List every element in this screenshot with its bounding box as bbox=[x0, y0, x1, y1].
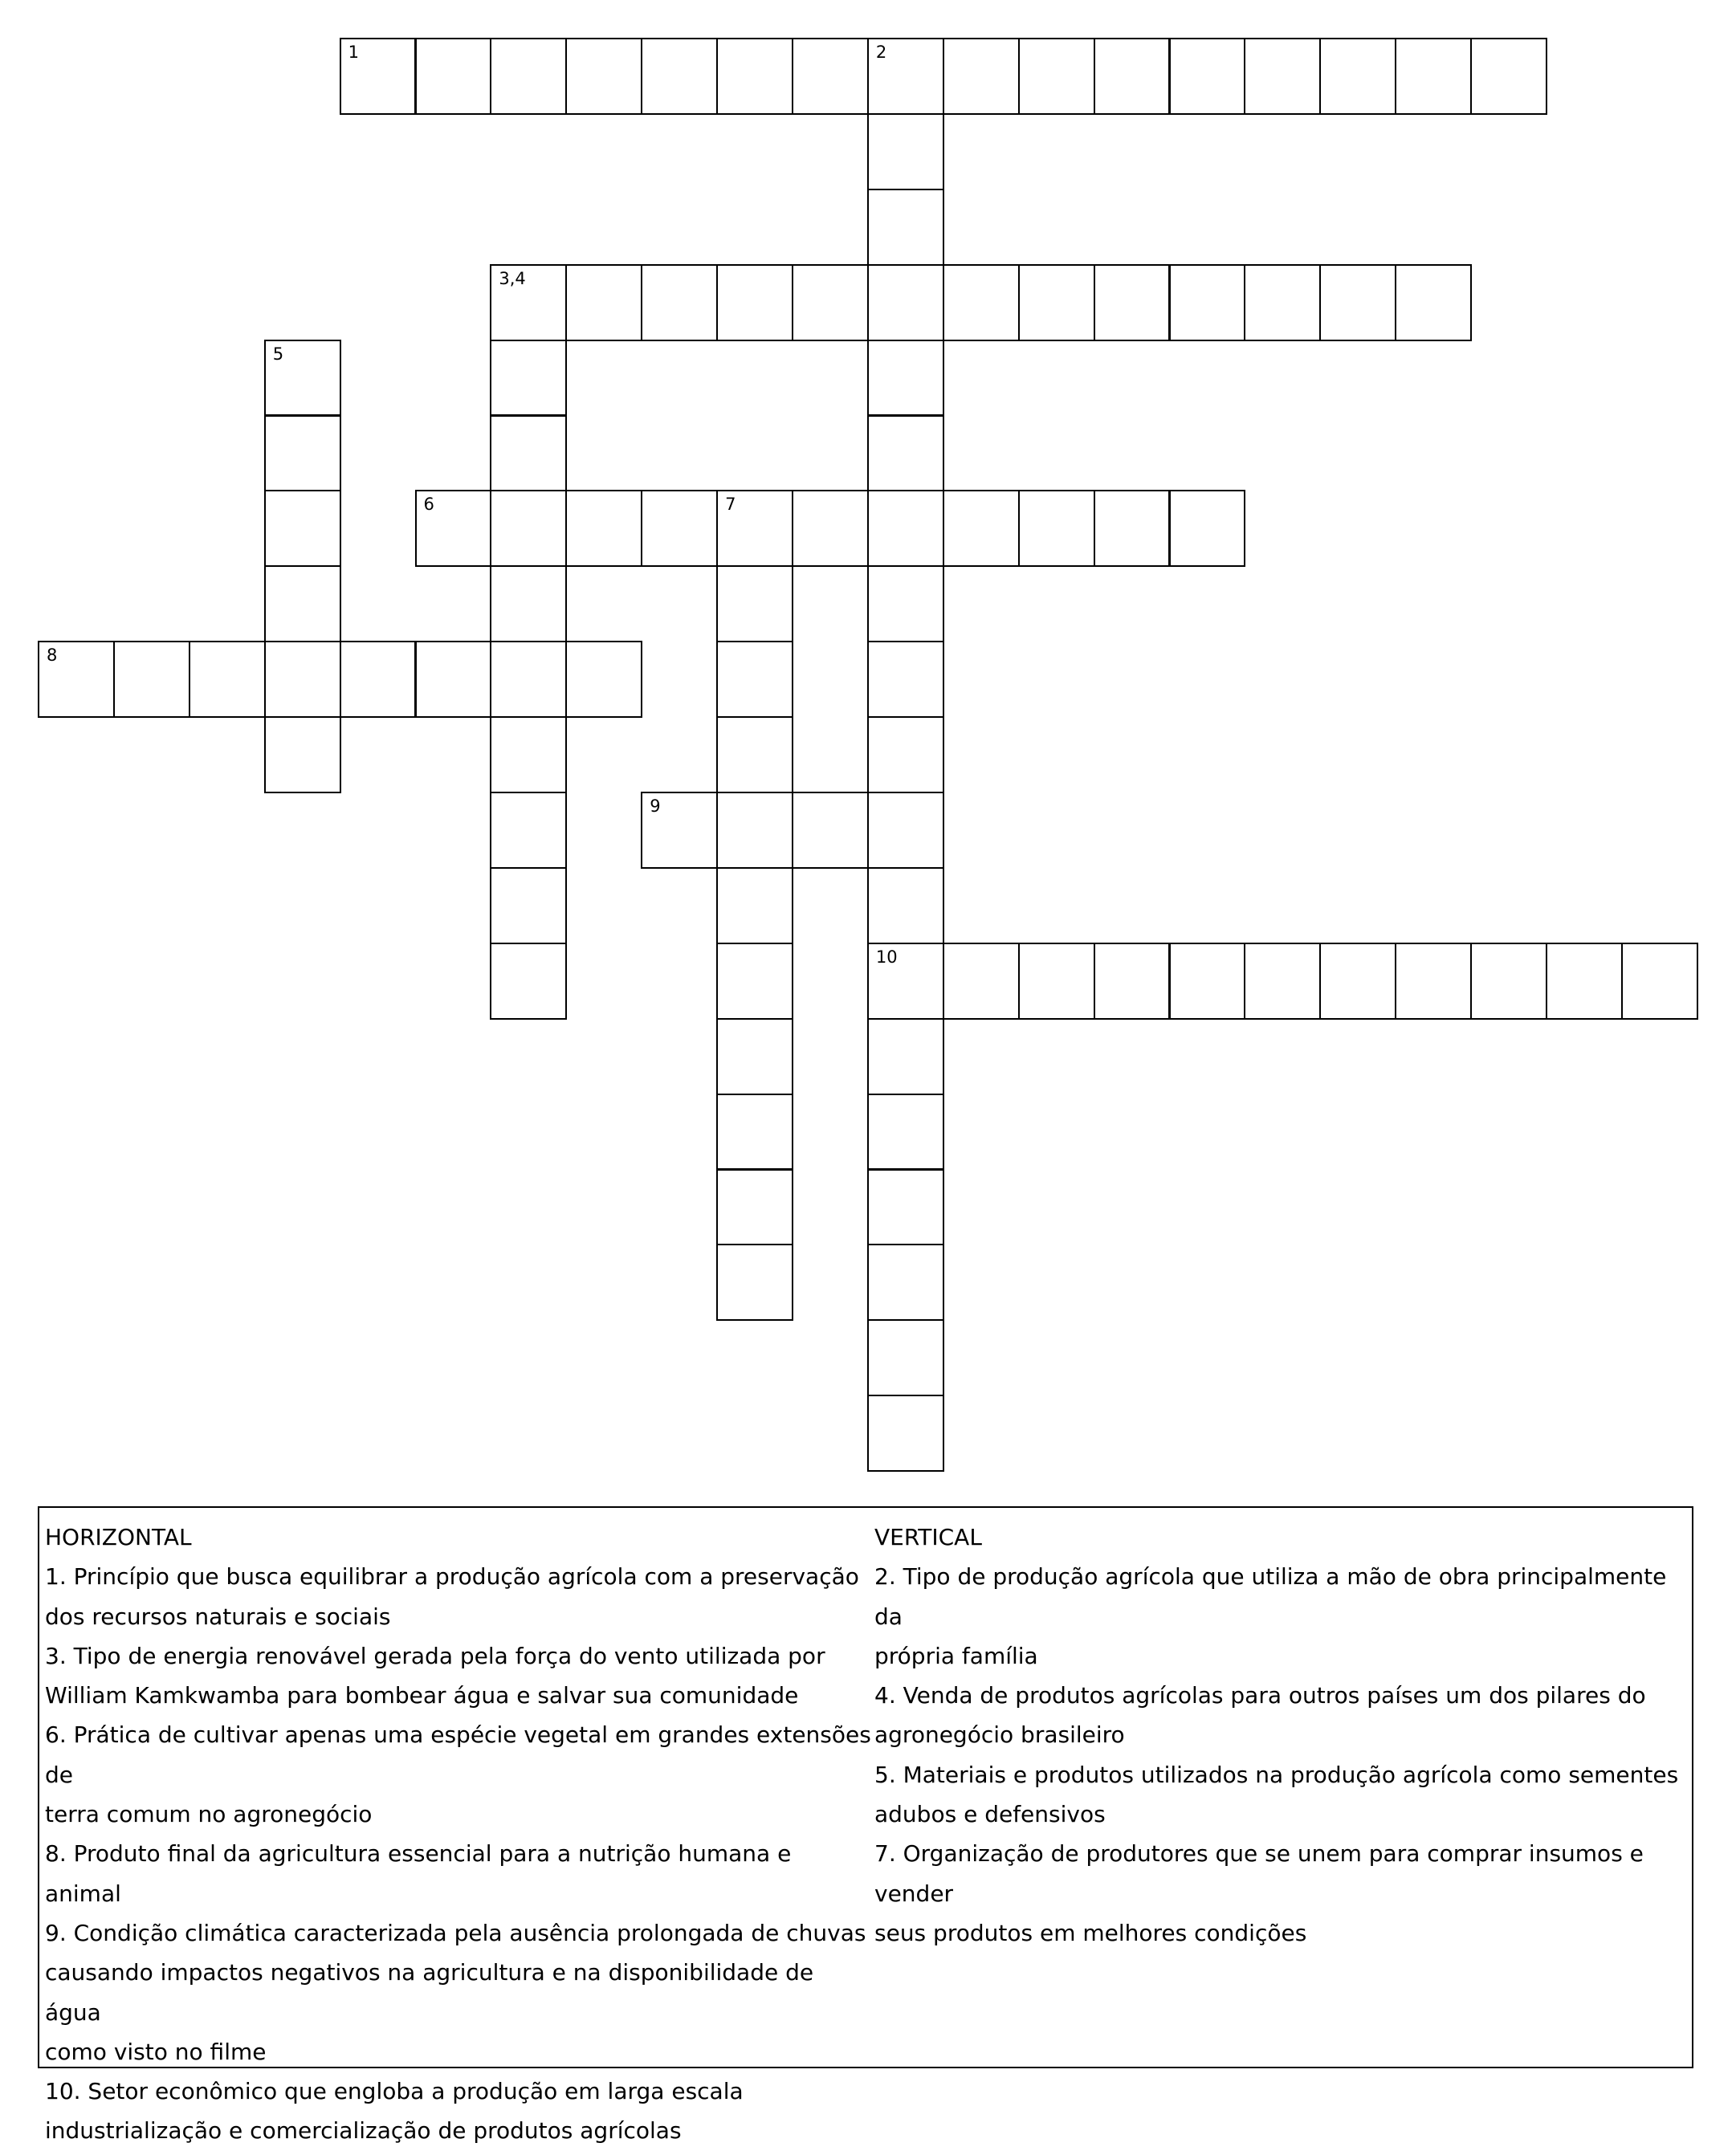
across-clue-line: causando impactos negativos na agricultura e na disponibilidade de água bbox=[45, 1959, 814, 2026]
grid-cell[interactable] bbox=[264, 565, 341, 642]
clue-number: 6 bbox=[423, 495, 434, 515]
grid-cell[interactable] bbox=[1319, 943, 1396, 1020]
grid-cell[interactable] bbox=[415, 641, 492, 718]
across-clue-line: 6. Prática de cultivar apenas uma espécie vegetal em grandes extensões de bbox=[45, 1721, 871, 1788]
across-clue-line: 3. Tipo de energia renovável gerada pela força do vento utilizada por bbox=[45, 1642, 825, 1669]
grid-cell[interactable] bbox=[867, 1319, 944, 1396]
grid-cell[interactable] bbox=[867, 641, 944, 718]
across-clue-line: 1. Princípio que busca equilibrar a produção agrícola com a preservação bbox=[45, 1563, 859, 1591]
across-clue-line: 8. Produto final da agricultura essencial para a nutrição humana e animal bbox=[45, 1840, 792, 1907]
grid-cell[interactable] bbox=[565, 38, 642, 115]
down-heading: VERTICAL bbox=[874, 1524, 982, 1550]
grid-cell[interactable] bbox=[1546, 943, 1623, 1020]
grid-cell[interactable] bbox=[1018, 490, 1095, 567]
grid-cell[interactable] bbox=[490, 792, 567, 869]
grid-cell[interactable] bbox=[716, 641, 793, 718]
grid-cell[interactable] bbox=[264, 716, 341, 793]
grid-cell[interactable] bbox=[641, 792, 718, 869]
down-clues bbox=[874, 1518, 1689, 1953]
grid-cell[interactable] bbox=[1169, 943, 1246, 1020]
grid-cell[interactable] bbox=[1244, 38, 1321, 115]
grid-cell[interactable] bbox=[490, 943, 567, 1020]
grid-cell[interactable] bbox=[867, 867, 944, 944]
clues-box bbox=[38, 1506, 1693, 2145]
grid-cell[interactable] bbox=[490, 641, 567, 718]
grid-cell[interactable] bbox=[565, 264, 642, 341]
grid-cell[interactable] bbox=[565, 490, 642, 567]
grid-cell[interactable] bbox=[716, 264, 793, 341]
grid-cell[interactable] bbox=[867, 415, 944, 492]
grid-cell[interactable] bbox=[1169, 264, 1246, 341]
across-heading: HORIZONTAL bbox=[45, 1524, 192, 1550]
grid-cell[interactable] bbox=[1018, 943, 1095, 1020]
grid-cell[interactable] bbox=[1621, 943, 1698, 1020]
grid-cell[interactable] bbox=[490, 867, 567, 944]
down-clue-line: 2. Tipo de produção agrícola que utiliza a mão de obra principalmente da bbox=[874, 1563, 1667, 1630]
grid-cell[interactable] bbox=[716, 1018, 793, 1095]
across-clue-line: William Kamkwamba para bombear água e salvar sua comunidade bbox=[45, 1682, 799, 1709]
grid-cell[interactable] bbox=[189, 641, 266, 718]
grid-cell[interactable] bbox=[490, 264, 567, 341]
grid-cell[interactable] bbox=[264, 340, 341, 417]
grid-cell[interactable] bbox=[867, 1018, 944, 1095]
grid-cell[interactable] bbox=[867, 1094, 944, 1171]
grid-cell[interactable] bbox=[716, 943, 793, 1020]
clue-number: 10 bbox=[875, 947, 898, 967]
down-clue-line: 5. Materiais e produtos utilizados na produção agrícola como sementes bbox=[874, 1761, 1679, 1788]
grid-cell[interactable] bbox=[867, 490, 944, 567]
down-clue-line: 4. Venda de produtos agrícolas para outros países um dos pilares do bbox=[874, 1682, 1646, 1709]
across-clue-line: 10. Setor econômico que engloba a produção em larga escala bbox=[45, 2078, 744, 2105]
grid-cell[interactable] bbox=[792, 264, 869, 341]
grid-cell[interactable] bbox=[867, 113, 944, 190]
grid-cell[interactable] bbox=[943, 38, 1020, 115]
grid-cell[interactable] bbox=[1169, 38, 1246, 115]
grid-cell[interactable] bbox=[1094, 38, 1171, 115]
grid-cell[interactable] bbox=[716, 716, 793, 793]
down-clue-line: 7. Organização de produtores que se unem para comprar insumos e vender bbox=[874, 1840, 1644, 1907]
grid-cell[interactable] bbox=[867, 1169, 944, 1246]
grid-cell[interactable] bbox=[1395, 943, 1472, 1020]
grid-cell[interactable] bbox=[1018, 264, 1095, 341]
grid-cell[interactable] bbox=[867, 264, 944, 341]
grid-cell[interactable] bbox=[1018, 38, 1095, 115]
clue-number: 8 bbox=[47, 646, 58, 666]
grid-cell[interactable] bbox=[38, 641, 115, 718]
grid-cell[interactable] bbox=[943, 490, 1020, 567]
across-clue-line: industrialização e comercialização de produtos agrícolas bbox=[45, 2117, 682, 2145]
grid-cell[interactable] bbox=[641, 264, 718, 341]
grid-cell[interactable] bbox=[792, 792, 869, 869]
clue-number: 7 bbox=[725, 495, 736, 515]
grid-cell[interactable] bbox=[415, 490, 492, 567]
grid-cell[interactable] bbox=[867, 1244, 944, 1321]
grid-cell[interactable] bbox=[565, 641, 642, 718]
grid-cell[interactable] bbox=[1244, 264, 1321, 341]
grid-cell[interactable] bbox=[867, 792, 944, 869]
clue-number: 1 bbox=[348, 43, 359, 62]
grid-cell[interactable] bbox=[716, 1244, 793, 1321]
across-clue-line: dos recursos naturais e sociais bbox=[45, 1603, 391, 1630]
across-clue-line: 9. Condição climática caracterizada pela ausência prolongada de chuvas bbox=[45, 1919, 866, 1946]
down-clue-line: adubos e defensivos bbox=[874, 1801, 1106, 1828]
across-clues bbox=[45, 1518, 872, 2151]
clue-number: 3,4 bbox=[499, 268, 526, 288]
grid-cell[interactable] bbox=[716, 867, 793, 944]
grid-cell[interactable] bbox=[1094, 943, 1171, 1020]
grid-cell[interactable] bbox=[1244, 943, 1321, 1020]
clue-number: 2 bbox=[875, 43, 887, 62]
grid-cell[interactable] bbox=[1319, 38, 1396, 115]
grid-cell[interactable] bbox=[867, 38, 944, 115]
grid-cell[interactable] bbox=[264, 490, 341, 567]
grid-cell[interactable] bbox=[490, 415, 567, 492]
grid-cell[interactable] bbox=[490, 340, 567, 417]
grid-cell[interactable] bbox=[867, 716, 944, 793]
grid-cell[interactable] bbox=[1319, 264, 1396, 341]
grid-cell[interactable] bbox=[792, 38, 869, 115]
down-clue-line: agronegócio brasileiro bbox=[874, 1721, 1125, 1749]
grid-cell[interactable] bbox=[340, 38, 417, 115]
grid-cell[interactable] bbox=[415, 38, 492, 115]
down-clue-line: própria família bbox=[874, 1642, 1038, 1669]
grid-cell[interactable] bbox=[641, 490, 718, 567]
grid-cell[interactable] bbox=[943, 264, 1020, 341]
across-clue-line: terra comum no agronegócio bbox=[45, 1801, 373, 1828]
grid-cell[interactable] bbox=[1169, 490, 1246, 567]
grid-cell[interactable] bbox=[716, 1094, 793, 1171]
grid-cell[interactable] bbox=[867, 189, 944, 266]
clue-number: 9 bbox=[650, 796, 661, 816]
grid-cell[interactable] bbox=[1395, 264, 1472, 341]
grid-cell[interactable] bbox=[1470, 943, 1547, 1020]
clue-number: 5 bbox=[272, 344, 284, 364]
grid-cell[interactable] bbox=[490, 490, 567, 567]
grid-cell[interactable] bbox=[867, 340, 944, 417]
grid-cell[interactable] bbox=[792, 490, 869, 567]
grid-cell[interactable] bbox=[716, 1169, 793, 1246]
grid-cell[interactable] bbox=[1094, 490, 1171, 567]
across-clue-line: como visto no filme bbox=[45, 2038, 267, 2065]
grid-cell[interactable] bbox=[1470, 38, 1547, 115]
grid-cell[interactable] bbox=[340, 641, 417, 718]
grid-cell[interactable] bbox=[490, 38, 567, 115]
grid-cell[interactable] bbox=[867, 565, 944, 642]
grid-cell[interactable] bbox=[716, 792, 793, 869]
grid-cell[interactable] bbox=[264, 415, 341, 492]
grid-cell[interactable] bbox=[264, 641, 341, 718]
grid-cell[interactable] bbox=[1094, 264, 1171, 341]
grid-cell[interactable] bbox=[867, 1395, 944, 1472]
grid-cell[interactable] bbox=[716, 565, 793, 642]
grid-cell[interactable] bbox=[943, 943, 1020, 1020]
grid-cell[interactable] bbox=[716, 38, 793, 115]
grid-cell[interactable] bbox=[716, 490, 793, 567]
grid-cell[interactable] bbox=[641, 38, 718, 115]
grid-cell[interactable] bbox=[113, 641, 190, 718]
grid-cell[interactable] bbox=[867, 943, 944, 1020]
grid-cell[interactable] bbox=[1395, 38, 1472, 115]
grid-cell[interactable] bbox=[490, 716, 567, 793]
grid-cell[interactable] bbox=[490, 565, 567, 642]
down-clue-line: seus produtos em melhores condições bbox=[874, 1919, 1307, 1946]
